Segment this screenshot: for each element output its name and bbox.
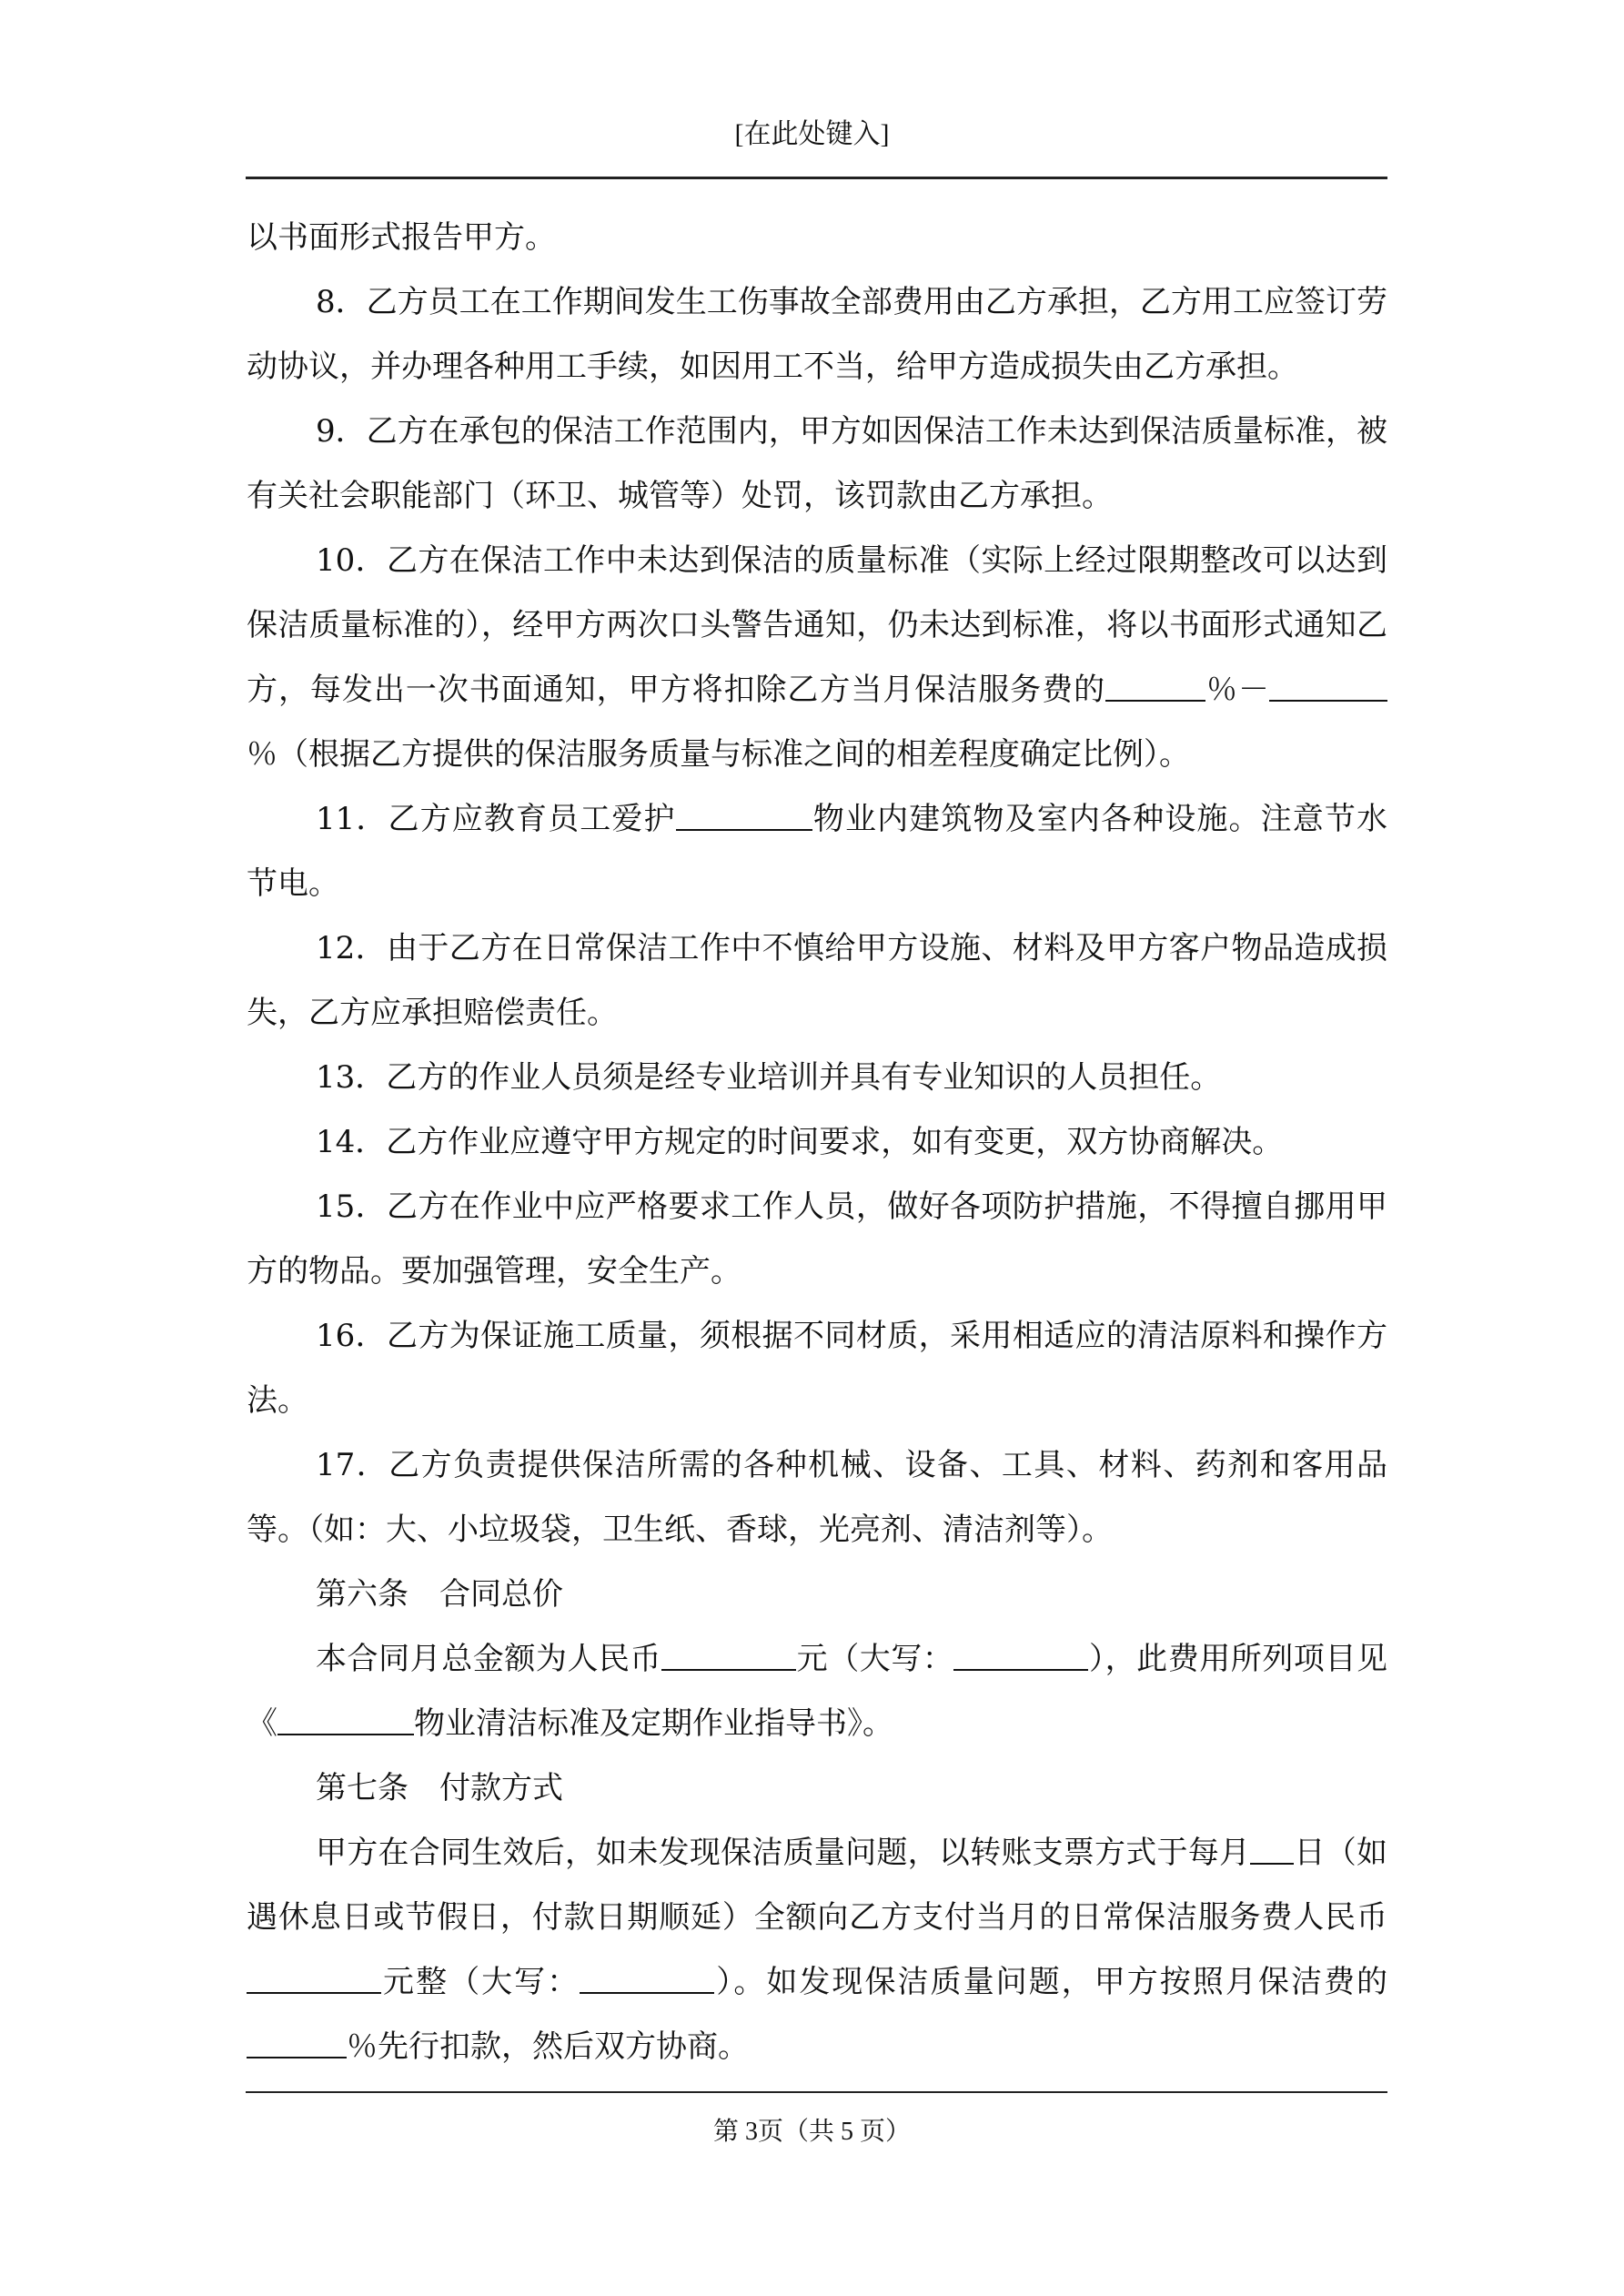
- clause-11: 11．乙方应教育员工爱护 物业内建筑物及室内各种设施。注意节水节电。: [247, 801, 1388, 902]
- clause-13: 13．乙方的作业人员须是经专业培训并具有专业知识的人员担任。: [316, 1059, 1222, 1096]
- fill-blank[interactable]: [1269, 673, 1387, 702]
- clause-14: 14．乙方作业应遵守甲方规定的时间要求，如有变更，双方协商解决。: [316, 1124, 1284, 1160]
- clause-16: 16．乙方为保证施工质量，须根据不同材质，采用相适应的清洁原料和操作方法。: [247, 1318, 1387, 1419]
- article-6-body: 本合同月总金额为人民币 元（大写： ），此费用所列项目见《 物业清洁标准及定期作业指导书》。: [247, 1641, 1388, 1742]
- fill-blank[interactable]: [1250, 1836, 1294, 1865]
- fill-blank[interactable]: [247, 1965, 381, 1994]
- clause-17: 17．乙方负责提供保洁所需的各种机械、设备、工具、材料、药剂和客用品等。（如：大、小垃圾袋，卫生纸、香球，光亮剂、清洁剂等）。: [247, 1447, 1387, 1548]
- clause-8: 8．乙方员工在工作期间发生工伤事故全部费用由乙方承担，乙方用工应签订劳动协议，并办理各种用工手续，如因用工不当，给甲方造成损失由乙方承担。: [247, 284, 1387, 385]
- page-footer: 第 3页（共 5 页）: [712, 2118, 911, 2146]
- document-body: [247, 206, 1387, 2079]
- fill-blank[interactable]: [277, 1706, 414, 1735]
- paragraph-continuation: 以书面形式报告甲方。: [247, 219, 556, 256]
- article-7-title: 第七条 付款方式: [316, 1770, 563, 1806]
- page-header: [在此处键入]: [734, 119, 890, 149]
- clause-9: 9．乙方在承包的保洁工作范围内，甲方如因保洁工作未达到保洁质量标准，被有关社会职能部门（环卫、城管等）处罚，该罚款由乙方承担。: [247, 413, 1387, 514]
- fill-blank[interactable]: [1105, 673, 1205, 702]
- fill-blank[interactable]: [953, 1642, 1088, 1671]
- clause-10: 10．乙方在保洁工作中未达到保洁的质量标准（实际上经过限期整改可以达到保洁质量标准的），经甲方两次口头警告通知，仍未达到标准，将以书面形式通知乙方，每发出一次书面通知，甲方将扣除乙方当月保洁服务费的 ％－％（根据乙方提供的保洁服务质量与标准之间的相差程度确定比例）。: [247, 542, 1387, 773]
- fill-blank[interactable]: [247, 2029, 347, 2058]
- article-7-body: 甲方在合同生效后，如未发现保洁质量问题，以转账支票方式于每月 日（如遇休息日或节假日，付款日期顺延）全额向乙方支付当月的日常保洁服务费人民币元整（大写： ）。如发现保洁质量问题，甲方按照月保洁费的％先行扣款，然后双方协商。: [247, 1835, 1388, 2065]
- fill-blank[interactable]: [676, 802, 812, 831]
- header-divider: [246, 177, 1387, 179]
- fill-blank[interactable]: [661, 1642, 796, 1671]
- footer-divider: [246, 2091, 1387, 2093]
- article-6-title: 第六条 合同总价: [316, 1576, 563, 1613]
- fill-blank[interactable]: [580, 1965, 714, 1994]
- clause-12: 12．由于乙方在日常保洁工作中不慎给甲方设施、材料及甲方客户物品造成损失，乙方应承担赔偿责任。: [247, 930, 1387, 1031]
- clause-15: 15．乙方在作业中应严格要求工作人员，做好各项防护措施，不得擅自挪用甲方的物品。要加强管理，安全生产。: [247, 1188, 1387, 1290]
